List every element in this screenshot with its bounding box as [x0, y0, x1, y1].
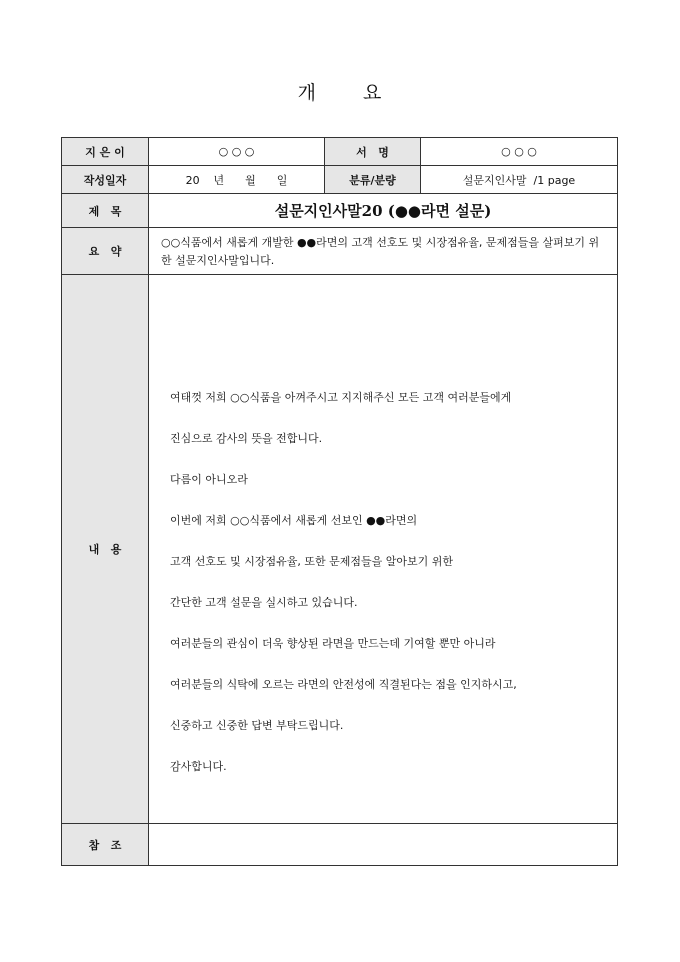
row-content — [62, 275, 618, 824]
reference-label: 참 조 — [62, 824, 149, 866]
content-line: 신중하고 신중한 답변 부탁드립니다. — [170, 719, 344, 732]
content-line: 여러분들의 식탁에 오르는 라면의 안전성에 직결된다는 점을 인지하시고, — [170, 678, 517, 691]
reference-value — [149, 824, 618, 866]
content-body — [149, 275, 618, 824]
summary-value: ○○식품에서 새롭게 개발한 ●●라면의 고객 선호도 및 시장점유율, 문제점들을 살펴보기 위한 설문지인사말입니다. — [149, 228, 618, 275]
date-label: 작성일자 — [62, 166, 149, 194]
row-summary — [62, 228, 618, 275]
subject-value: 설문지인사말20 (●●라면 설문) — [149, 194, 618, 228]
content-line: 여러분들의 관심이 더욱 향상된 라면을 만드는데 기여할 뿐만 아니라 — [170, 637, 496, 650]
category-label: 분류/분량 — [325, 166, 421, 194]
document-title — [0, 78, 680, 105]
subject-label: 제 목 — [62, 194, 149, 228]
title-word-2: 요 — [363, 82, 383, 104]
overview-table — [61, 137, 618, 866]
signature-value: ○ ○ ○ — [421, 138, 618, 166]
date-value: 20 년 월 일 — [149, 166, 325, 194]
summary-label: 요 약 — [62, 228, 149, 275]
content-line: 고객 선호도 및 시장점유율, 또한 문제점들을 알아보기 위한 — [170, 555, 453, 568]
content-line: 감사합니다. — [170, 760, 227, 773]
content-label: 내 용 — [62, 275, 149, 824]
row-date — [62, 166, 618, 194]
content-line: 이번에 저희 ○○식품에서 새롭게 선보인 ●●라면의 — [170, 514, 418, 527]
content-line: 여태껏 저희 ○○식품을 아껴주시고 지지해주신 모든 고객 여러분들에게 — [170, 391, 512, 404]
row-subject — [62, 194, 618, 228]
content-line: 간단한 고객 설문을 실시하고 있습니다. — [170, 596, 358, 609]
category-value: 설문지인사말 /1 page — [421, 166, 618, 194]
row-author — [62, 138, 618, 166]
row-reference — [62, 824, 618, 866]
title-word-1: 개 — [297, 82, 317, 104]
signature-label: 서 명 — [325, 138, 421, 166]
author-label: 지 은 이 — [62, 138, 149, 166]
author-value: ○ ○ ○ — [149, 138, 325, 166]
content-line: 다름이 아니오라 — [170, 473, 248, 486]
content-line: 진심으로 감사의 뜻을 전합니다. — [170, 432, 323, 445]
